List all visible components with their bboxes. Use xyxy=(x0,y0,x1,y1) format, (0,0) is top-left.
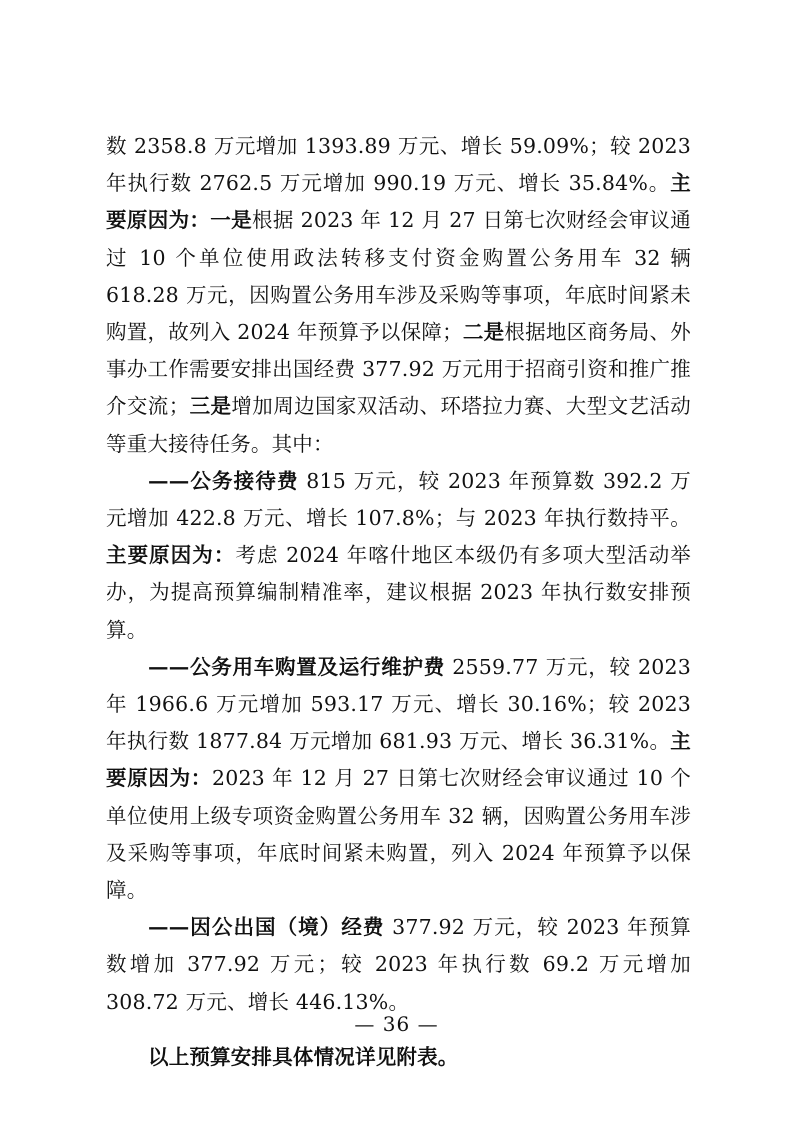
text-run: 根据地区商务局、外事办工作需要安排出国经费 377.92 万元用于招商引资和推广推介交流； xyxy=(106,320,691,419)
page-number: — 36 — xyxy=(354,1012,439,1036)
text-run: 2023 年 12 月 27 日第七次财经会审议通过 10 个单位使用上级专项资金购置公务用车 32 辆，因购置公务用车涉及采购等事项，年底时间紧未购置，列入 2024 年预算予以保障。 xyxy=(106,766,691,903)
bold-run: 主要原因为： xyxy=(106,729,691,791)
bold-run: 主要原因为： xyxy=(106,543,236,568)
paragraph-summary xyxy=(106,1039,691,1076)
text-run: 根据 2023 年 12 月 27 日第七次财经会审议通过 10 个单位使用政法转移支付资金购置公务用车 32 辆 618.28 万元，因购置公务用车涉及采购等事项，年底时间紧未购置，故列入 2024 年预算予以保障； xyxy=(106,208,691,345)
paragraph-continuation xyxy=(106,128,691,463)
bold-run: 二是 xyxy=(462,320,505,345)
bold-run: 以上预算安排具体情况详见附表。 xyxy=(148,1044,459,1069)
text-run: 2559.77 万元，较 2023 年 1966.6 万元增加 593.17 万元、增长 30.16%；较 2023 年执行数 1877.84 万元增加 681.93 万元、增长 36.31%。 xyxy=(106,654,691,754)
text-run: 377.92 万元，较 2023 年预算数增加 377.92 万元；较 2023 年执行数 69.2 万元增加 308.72 万元、增长 446.13%。 xyxy=(106,915,691,1014)
bold-run: 主要原因为：一是 xyxy=(106,171,691,233)
text-run: 增加周边国家双活动、环塔拉力赛、大型文艺活动等重大接待任务。其中： xyxy=(106,394,691,456)
bold-run: ——公务用车购置及运行维护费 xyxy=(148,654,446,679)
body-text xyxy=(106,128,691,1076)
bold-run: ——公务接待费 xyxy=(148,468,299,493)
paragraph-overseas-fee xyxy=(106,909,691,1021)
text-run: 815 万元，较 2023 年预算数 392.2 万元增加 422.8 万元、增长 107.8%；与 2023 年执行数持平。 xyxy=(106,468,692,531)
paragraph-reception-fee xyxy=(106,463,691,649)
bold-run: 三是 xyxy=(189,394,232,419)
paragraph-vehicle-fee xyxy=(106,649,691,909)
bold-run: ——因公出国（境）经费 xyxy=(148,915,385,940)
text-run: 数 2358.8 万元增加 1393.89 万元、增长 59.09%；较 2023 年执行数 2762.5 万元增加 990.19 万元、增长 35.84%。 xyxy=(106,134,691,196)
text-run: 考虑 2024 年喀什地区本级仍有多项大型活动举办，为提高预算编制精准率，建议根据 2023 年执行数安排预算。 xyxy=(106,543,691,642)
